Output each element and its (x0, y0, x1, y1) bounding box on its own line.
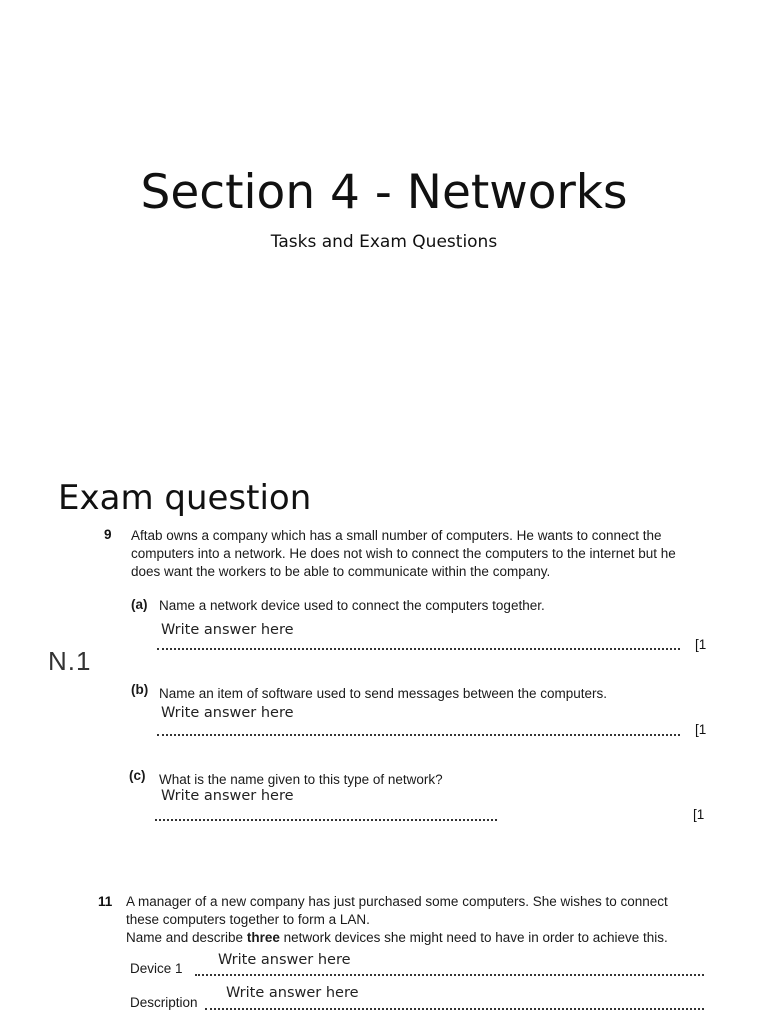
answer-line (205, 1008, 704, 1010)
stem-line: does want the workers to be able to communicate within the company. (131, 564, 551, 579)
answer-line (155, 819, 497, 821)
marks-label: [1 (695, 637, 707, 652)
answer-line (195, 974, 704, 976)
part-label: (c) (129, 768, 146, 783)
instruction-text: Name and describe (126, 930, 247, 945)
question-stem (126, 893, 716, 947)
device-answer-field[interactable]: Write answer here (218, 952, 351, 968)
page-title: Section 4 - Networks (140, 165, 628, 220)
part-question: Name a network device used to connect the computers together. (159, 598, 545, 613)
handwritten-note: N.1 (48, 646, 92, 676)
part-question: Name an item of software used to send messages between the computers. (159, 686, 607, 701)
marks-label: [1 (693, 807, 705, 822)
answer-line (157, 734, 680, 736)
question-number: 11 (98, 894, 113, 909)
answer-field[interactable]: Write answer here (161, 622, 294, 638)
stem-line: Aftab owns a company which has a small number of computers. He wants to connect the (131, 528, 662, 543)
description-answer-field[interactable]: Write answer here (226, 985, 359, 1001)
device-label: Device 1 (130, 961, 183, 976)
answer-field[interactable]: Write answer here (161, 705, 294, 721)
stem-line: these computers together to form a LAN. (126, 912, 370, 927)
instruction-emphasis: three (246, 930, 280, 945)
question-instruction (126, 929, 716, 947)
part-label: (a) (131, 597, 148, 612)
part-question: What is the name given to this type of network? (159, 772, 443, 787)
stem-line: A manager of a new company has just purchased some computers. She wishes to connect (126, 894, 668, 909)
question-number: 9 (104, 527, 112, 542)
instruction-text: network devices she might need to have in order to achieve this. (279, 930, 668, 945)
answer-field[interactable]: Write answer here (161, 788, 294, 804)
stem-line: computers into a network. He does not wish to connect the computers to the internet but he (131, 546, 676, 561)
description-label: Description (130, 995, 198, 1010)
answer-line (157, 648, 680, 650)
part-label: (b) (131, 682, 149, 697)
question-stem (131, 527, 721, 581)
page-subtitle: Tasks and Exam Questions (270, 232, 498, 252)
section-heading: Exam question (58, 478, 312, 518)
marks-label: [1 (695, 722, 707, 737)
